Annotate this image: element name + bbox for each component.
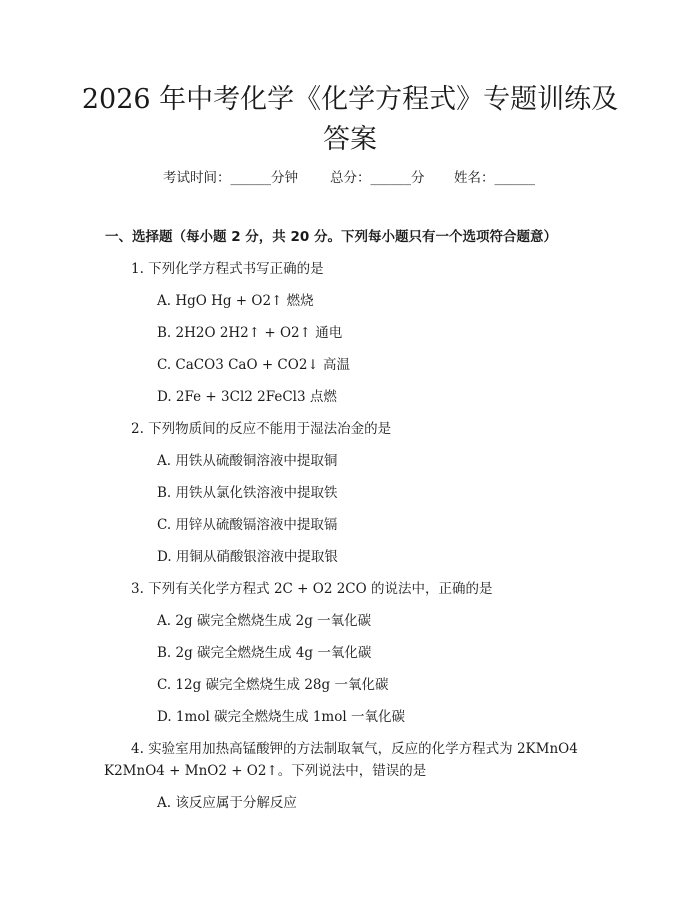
- q1-option-a: A. HgO Hg + O2↑ 燃烧: [157, 293, 314, 309]
- question-1: 1. 下列化学方程式书写正确的是: [131, 261, 324, 277]
- question-3: 3. 下列有关化学方程式 2C + O2 2CO 的说法中，正确的是: [131, 581, 493, 597]
- exam-time: 考试时间：______分钟: [163, 170, 298, 186]
- total-score: 总分：______分: [330, 170, 425, 186]
- q3-option-d: D. 1mol 碳完全燃烧生成 1mol 一氧化碳: [157, 709, 405, 725]
- q2-option-a: A. 用铁从硫酸铜溶液中提取铜: [157, 453, 338, 469]
- student-name: 姓名：______: [454, 170, 535, 186]
- q4-option-a: A. 该反应属于分解反应: [157, 795, 297, 811]
- q2-option-b: B. 用铁从氯化铁溶液中提取铁: [157, 485, 338, 501]
- title-line-2: 答案: [323, 124, 377, 155]
- title-line-1: 2026 年中考化学《化学方程式》专题训练及: [81, 84, 619, 115]
- q1-option-b: B. 2H2O 2H2↑ + O2↑ 通电: [157, 325, 343, 341]
- q1-option-c: C. CaCO3 CaO + CO2↓ 高温: [157, 357, 351, 373]
- question-4: 4. 实验室用加热高锰酸钾的方法制取氧气，反应的化学方程式为 2KMnO4 K2MnO4 + MnO2 + O2↑。下列说法中，错误的是: [104, 741, 578, 779]
- document-title: [80, 80, 620, 160]
- q3-option-a: A. 2g 碳完全燃烧生成 2g 一氧化碳: [157, 613, 372, 629]
- section-heading: 一、选择题（每小题 2 分，共 20 分。下列每小题只有一个选项符合题意）: [105, 229, 557, 245]
- q1-option-d: D. 2Fe + 3Cl2 2FeCl3 点燃: [157, 389, 337, 405]
- q3-option-b: B. 2g 碳完全燃烧生成 4g 一氧化碳: [157, 645, 372, 661]
- q3-option-c: C. 12g 碳完全燃烧生成 28g 一氧化碳: [157, 677, 389, 693]
- question-2: 2. 下列物质间的反应不能用于湿法冶金的是: [131, 421, 392, 437]
- q2-option-d: D. 用铜从硝酸银溶液中提取银: [157, 549, 338, 565]
- q2-option-c: C. 用锌从硫酸镉溶液中提取镉: [157, 517, 338, 533]
